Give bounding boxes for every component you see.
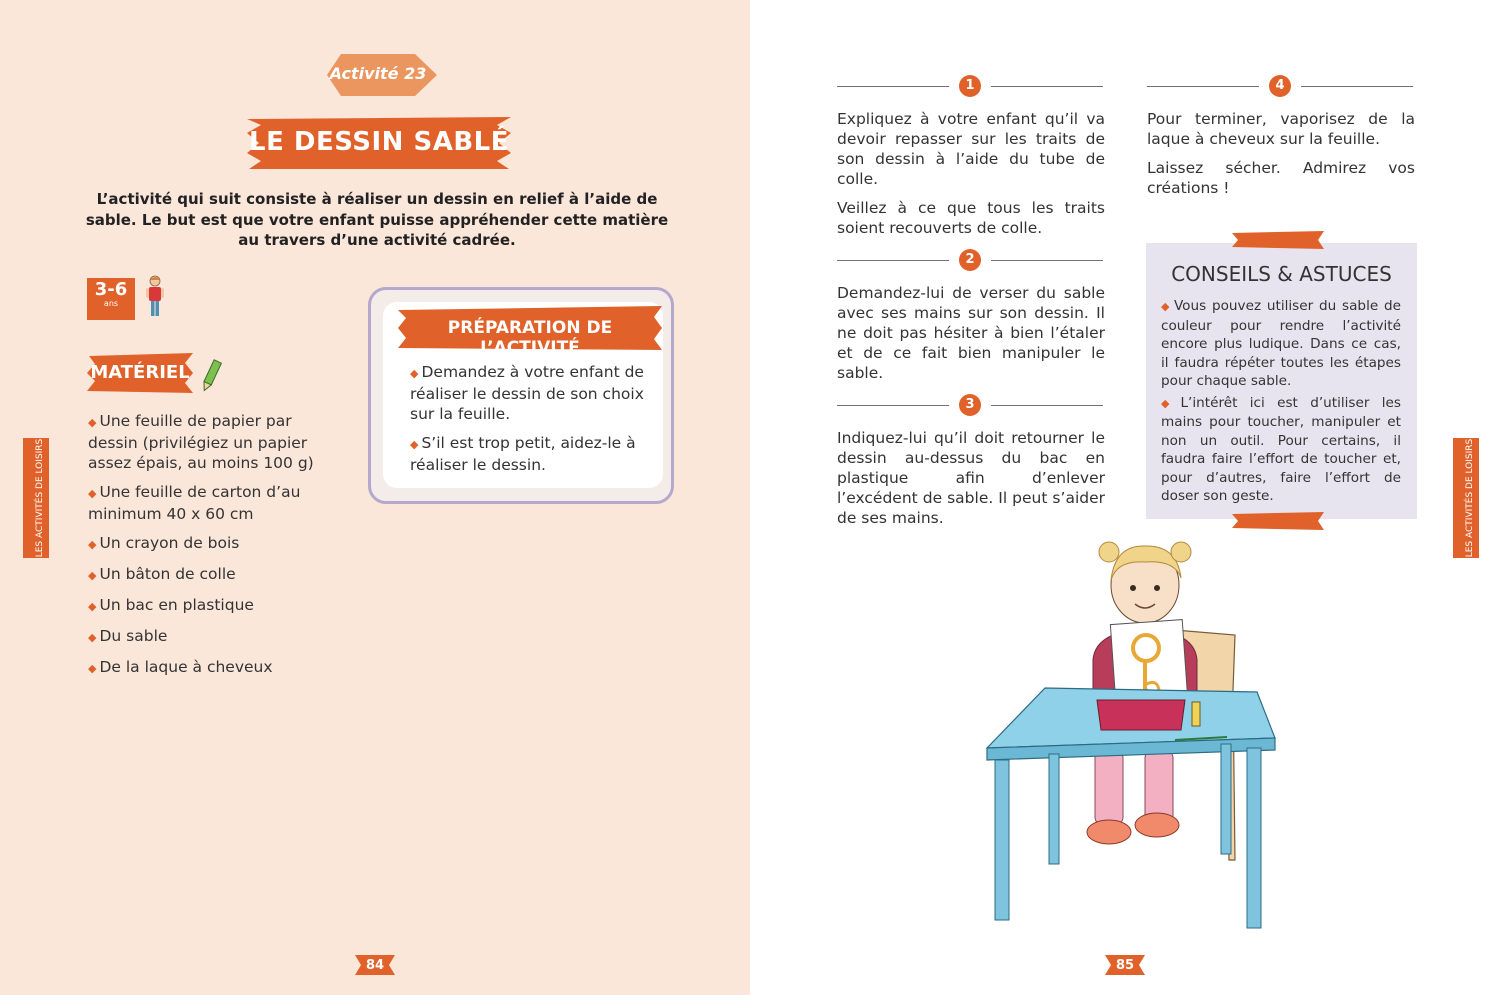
step-1-text <box>837 109 1105 247</box>
title-ribbon <box>247 113 511 173</box>
preparation-list <box>410 362 650 484</box>
materials-heading <box>87 353 193 393</box>
diamond-bullet-icon: ◆ <box>88 662 97 675</box>
page-number-label: 84 <box>365 958 385 973</box>
preparation-heading <box>398 306 662 358</box>
side-tab <box>1453 438 1479 558</box>
child-at-table-illustration <box>985 540 1285 940</box>
preparation-heading-label: PRÉPARATION DE L’ACTIVITÉ <box>447 318 613 358</box>
tips-title: CONSEILS & ASTUCES <box>1171 262 1392 286</box>
age-unit: ans <box>103 299 119 308</box>
diamond-bullet-icon: ◆ <box>88 487 97 500</box>
diamond-bullet-icon: ◆ <box>1161 300 1171 313</box>
activity-badge <box>313 50 443 100</box>
diamond-bullet-icon: ◆ <box>410 438 419 451</box>
tips-text <box>1161 297 1401 509</box>
list-item: ◆ Un bac en plastique <box>88 596 254 614</box>
step-paragraph: Demandez-lui de verser du sable avec ses mains sur son dessin. Il ne doit pas hésiter à bien l’étaler et de ce fait bien manipuler le sable. <box>837 284 1105 382</box>
list-item: ◆ Demandez à votre enfant de réaliser le dessin de son choix sur la feuille. <box>410 363 644 423</box>
list-item: ◆ Une feuille de papier par dessin (privilégiez un papier assez épais, au moins 100 g) <box>88 412 314 472</box>
step-number: 1 <box>959 75 981 97</box>
step-paragraph: Laissez sécher. Admirez vos créations ! <box>1147 159 1415 197</box>
list-item: ◆ Du sable <box>88 627 168 645</box>
tip-item: ◆ Vous pouvez utiliser du sable de couleur pour rendre l’activité encore plus ludique. Dans ce cas, il faudra répéter toutes les étapes pour chaque sable. <box>1161 298 1401 389</box>
diamond-bullet-icon: ◆ <box>88 631 97 644</box>
step-4-header <box>1147 75 1413 99</box>
diamond-bullet-icon: ◆ <box>410 367 419 380</box>
step-3-header <box>837 394 1103 418</box>
pencil-icon <box>199 358 223 394</box>
side-tab-label: LES ACTIVITÉS DE LOISIRS <box>35 438 45 558</box>
step-paragraph: Indiquez-lui qu’il doit retourner le dessin au-dessus du bac en plastique afin d’enlever l’excédent de sable. Il peut s’aider de ses mains. <box>837 429 1105 527</box>
page-title: LE DESSIN SABLÉ <box>249 127 509 157</box>
diamond-bullet-icon: ◆ <box>88 538 97 551</box>
step-3-text <box>837 428 1105 537</box>
diamond-bullet-icon: ◆ <box>88 569 97 582</box>
list-item: ◆ De la laque à cheveux <box>88 658 273 676</box>
intro-text: L’activité qui suit consiste à réaliser un dessin en relief à l’aide de sable. Le but est que votre enfant puisse appréhender cette matière au travers d’une activité cadrée. <box>85 190 669 249</box>
materials-list <box>88 411 328 688</box>
age-range: 3-6 <box>94 279 128 300</box>
step-1-header <box>837 75 1103 99</box>
tip-item: ◆ L’intérêt ici est d’utiliser les mains pour toucher, manipuler et non un outil. Pour certains, il faudra faire l’effort de toucher et, pour d’autres, faire l’effort de doser son geste. <box>1161 394 1401 504</box>
page-number <box>1105 955 1145 975</box>
step-2-text <box>837 283 1105 392</box>
list-item: ◆ Un bâton de colle <box>88 565 236 583</box>
page-number <box>355 955 395 975</box>
step-number: 2 <box>959 249 981 271</box>
materials-heading-label: MATÉRIEL <box>90 362 190 383</box>
step-4-text <box>1147 109 1415 207</box>
child-figure-icon <box>143 274 167 322</box>
diamond-bullet-icon: ◆ <box>88 416 97 429</box>
page-number-label: 85 <box>1115 958 1135 973</box>
tips-tape-top <box>1232 231 1324 249</box>
list-item: ◆ S’il est trop petit, aidez-le à réaliser le dessin. <box>410 434 636 474</box>
step-number: 4 <box>1269 75 1291 97</box>
step-paragraph: Expliquez à votre enfant qu’il va devoir repasser sur les traits de son dessin à l’aide du tube de colle. <box>837 110 1105 188</box>
step-paragraph: Pour terminer, vaporisez de la laque à cheveux sur la feuille. <box>1147 110 1415 148</box>
list-item: ◆ Un crayon de bois <box>88 534 240 552</box>
side-tab-label: LES ACTIVITÉS DE LOISIRS <box>1465 438 1475 558</box>
step-2-header <box>837 249 1103 273</box>
list-item: ◆ Une feuille de carton d’au minimum 40 x 60 cm <box>88 483 301 523</box>
step-paragraph: Veillez à ce que tous les traits soient recouverts de colle. <box>837 199 1105 237</box>
side-tab <box>23 438 49 558</box>
diamond-bullet-icon: ◆ <box>1161 396 1178 410</box>
age-badge <box>87 278 135 320</box>
activity-badge-label: Activité 23 <box>329 64 427 83</box>
step-number: 3 <box>959 394 981 416</box>
diamond-bullet-icon: ◆ <box>88 600 97 613</box>
tips-tape-bottom <box>1232 512 1324 530</box>
